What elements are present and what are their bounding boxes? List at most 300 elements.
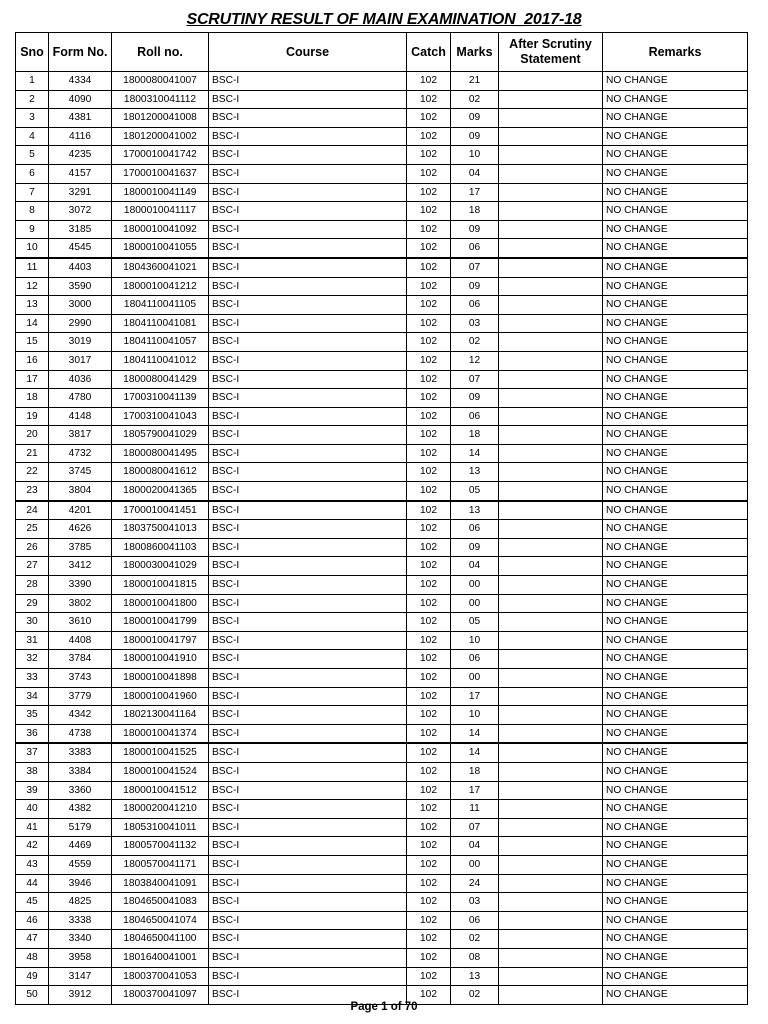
- table-row: [16, 855, 748, 874]
- cell-roll-no: 1700010041742: [112, 146, 209, 165]
- cell-after-scrutiny: [499, 687, 603, 706]
- cell-remarks: NO CHANGE: [603, 482, 748, 501]
- cell-after-scrutiny: [499, 239, 603, 258]
- cell-marks: 18: [451, 202, 499, 221]
- cell-marks: 02: [451, 986, 499, 1005]
- cell-remarks: NO CHANGE: [603, 296, 748, 315]
- cell-sno: 13: [16, 296, 49, 315]
- cell-after-scrutiny: [499, 426, 603, 445]
- cell-roll-no: 1800370041097: [112, 986, 209, 1005]
- cell-roll-no: 1804110041012: [112, 351, 209, 370]
- table-row: [16, 948, 748, 967]
- table-row: [16, 220, 748, 239]
- cell-marks: 02: [451, 333, 499, 352]
- cell-sno: 42: [16, 837, 49, 856]
- cell-after-scrutiny: [499, 220, 603, 239]
- cell-catch: 102: [407, 389, 451, 408]
- cell-sno: 24: [16, 501, 49, 520]
- cell-form-no: 3017: [49, 351, 112, 370]
- cell-form-no: 3785: [49, 538, 112, 557]
- header-after-scrutiny: [499, 33, 603, 72]
- cell-marks: 04: [451, 557, 499, 576]
- cell-marks: 09: [451, 109, 499, 128]
- cell-form-no: 4201: [49, 501, 112, 520]
- cell-sno: 10: [16, 239, 49, 258]
- cell-marks: 18: [451, 762, 499, 781]
- cell-catch: 102: [407, 370, 451, 389]
- table-row: [16, 594, 748, 613]
- cell-remarks: NO CHANGE: [603, 669, 748, 688]
- cell-after-scrutiny: [499, 855, 603, 874]
- table-row: [16, 576, 748, 595]
- cell-catch: 102: [407, 501, 451, 520]
- cell-sno: 32: [16, 650, 49, 669]
- cell-form-no: 3912: [49, 986, 112, 1005]
- cell-catch: 102: [407, 967, 451, 986]
- cell-after-scrutiny: [499, 724, 603, 743]
- table-row: [16, 90, 748, 109]
- cell-catch: 102: [407, 762, 451, 781]
- cell-sno: 2: [16, 90, 49, 109]
- cell-remarks: NO CHANGE: [603, 724, 748, 743]
- cell-remarks: NO CHANGE: [603, 351, 748, 370]
- cell-sno: 11: [16, 258, 49, 277]
- cell-course: BSC-I: [209, 706, 407, 725]
- cell-catch: 102: [407, 893, 451, 912]
- cell-sno: 48: [16, 948, 49, 967]
- cell-after-scrutiny: [499, 277, 603, 296]
- cell-course: BSC-I: [209, 482, 407, 501]
- cell-catch: 102: [407, 650, 451, 669]
- cell-form-no: 3340: [49, 930, 112, 949]
- cell-marks: 03: [451, 893, 499, 912]
- cell-after-scrutiny: [499, 501, 603, 520]
- cell-course: BSC-I: [209, 948, 407, 967]
- cell-remarks: NO CHANGE: [603, 818, 748, 837]
- table-body: [16, 72, 748, 1005]
- cell-remarks: NO CHANGE: [603, 277, 748, 296]
- cell-after-scrutiny: [499, 800, 603, 819]
- cell-course: BSC-I: [209, 351, 407, 370]
- cell-catch: 102: [407, 631, 451, 650]
- cell-catch: 102: [407, 948, 451, 967]
- cell-form-no: 4381: [49, 109, 112, 128]
- cell-form-no: 3817: [49, 426, 112, 445]
- cell-course: BSC-I: [209, 146, 407, 165]
- cell-marks: 00: [451, 594, 499, 613]
- cell-roll-no: 1800010041512: [112, 781, 209, 800]
- table-row: [16, 520, 748, 539]
- cell-catch: 102: [407, 706, 451, 725]
- cell-marks: 02: [451, 930, 499, 949]
- cell-roll-no: 1800010041898: [112, 669, 209, 688]
- table-row: [16, 146, 748, 165]
- cell-course: BSC-I: [209, 874, 407, 893]
- cell-catch: 102: [407, 911, 451, 930]
- cell-remarks: NO CHANGE: [603, 370, 748, 389]
- cell-sno: 31: [16, 631, 49, 650]
- cell-roll-no: 1805790041029: [112, 426, 209, 445]
- cell-roll-no: 1800080041007: [112, 72, 209, 91]
- cell-remarks: NO CHANGE: [603, 463, 748, 482]
- cell-after-scrutiny: [499, 463, 603, 482]
- cell-marks: 14: [451, 724, 499, 743]
- cell-sno: 16: [16, 351, 49, 370]
- cell-course: BSC-I: [209, 687, 407, 706]
- cell-remarks: NO CHANGE: [603, 986, 748, 1005]
- cell-form-no: 4403: [49, 258, 112, 277]
- cell-roll-no: 1800370041053: [112, 967, 209, 986]
- cell-after-scrutiny: [499, 874, 603, 893]
- cell-sno: 46: [16, 911, 49, 930]
- cell-form-no: 3745: [49, 463, 112, 482]
- cell-roll-no: 1802130041164: [112, 706, 209, 725]
- cell-course: BSC-I: [209, 239, 407, 258]
- cell-remarks: NO CHANGE: [603, 706, 748, 725]
- cell-marks: 14: [451, 444, 499, 463]
- cell-form-no: 3412: [49, 557, 112, 576]
- cell-course: BSC-I: [209, 743, 407, 762]
- cell-catch: 102: [407, 743, 451, 762]
- cell-after-scrutiny: [499, 183, 603, 202]
- cell-course: BSC-I: [209, 986, 407, 1005]
- cell-form-no: 4157: [49, 164, 112, 183]
- cell-catch: 102: [407, 351, 451, 370]
- cell-after-scrutiny: [499, 314, 603, 333]
- table-row: [16, 930, 748, 949]
- cell-catch: 102: [407, 557, 451, 576]
- cell-after-scrutiny: [499, 557, 603, 576]
- table-row: [16, 333, 748, 352]
- cell-roll-no: 1800010041815: [112, 576, 209, 595]
- cell-form-no: 4090: [49, 90, 112, 109]
- cell-marks: 00: [451, 855, 499, 874]
- cell-catch: 102: [407, 90, 451, 109]
- cell-roll-no: 1800020041210: [112, 800, 209, 819]
- cell-after-scrutiny: [499, 706, 603, 725]
- cell-roll-no: 1800080041495: [112, 444, 209, 463]
- cell-remarks: NO CHANGE: [603, 576, 748, 595]
- cell-course: BSC-I: [209, 258, 407, 277]
- cell-course: BSC-I: [209, 967, 407, 986]
- cell-form-no: 4559: [49, 855, 112, 874]
- cell-roll-no: 1800570041132: [112, 837, 209, 856]
- cell-course: BSC-I: [209, 911, 407, 930]
- cell-remarks: NO CHANGE: [603, 893, 748, 912]
- cell-sno: 6: [16, 164, 49, 183]
- header-form-no: Form No.: [49, 33, 112, 72]
- cell-roll-no: 1800010041092: [112, 220, 209, 239]
- cell-sno: 49: [16, 967, 49, 986]
- cell-sno: 14: [16, 314, 49, 333]
- cell-roll-no: 1800310041112: [112, 90, 209, 109]
- cell-remarks: NO CHANGE: [603, 594, 748, 613]
- cell-after-scrutiny: [499, 743, 603, 762]
- cell-catch: 102: [407, 146, 451, 165]
- cell-marks: 09: [451, 538, 499, 557]
- cell-marks: 06: [451, 407, 499, 426]
- cell-roll-no: 1804110041057: [112, 333, 209, 352]
- cell-course: BSC-I: [209, 762, 407, 781]
- cell-roll-no: 1700010041451: [112, 501, 209, 520]
- cell-roll-no: 1803750041013: [112, 520, 209, 539]
- cell-after-scrutiny: [499, 520, 603, 539]
- cell-after-scrutiny: [499, 296, 603, 315]
- header-course: Course: [209, 33, 407, 72]
- cell-after-scrutiny: [499, 576, 603, 595]
- cell-after-scrutiny: [499, 594, 603, 613]
- cell-sno: 34: [16, 687, 49, 706]
- cell-roll-no: 1800010041797: [112, 631, 209, 650]
- cell-marks: 09: [451, 220, 499, 239]
- table-row: [16, 538, 748, 557]
- cell-marks: 17: [451, 781, 499, 800]
- cell-form-no: 4342: [49, 706, 112, 725]
- cell-catch: 102: [407, 613, 451, 632]
- cell-after-scrutiny: [499, 333, 603, 352]
- cell-marks: 05: [451, 482, 499, 501]
- cell-marks: 06: [451, 520, 499, 539]
- scrutiny-results-table: [15, 32, 748, 1005]
- table-row: [16, 109, 748, 128]
- cell-sno: 40: [16, 800, 49, 819]
- cell-sno: 28: [16, 576, 49, 595]
- cell-remarks: NO CHANGE: [603, 911, 748, 930]
- cell-marks: 18: [451, 426, 499, 445]
- cell-remarks: NO CHANGE: [603, 109, 748, 128]
- cell-catch: 102: [407, 407, 451, 426]
- cell-form-no: 4382: [49, 800, 112, 819]
- cell-catch: 102: [407, 800, 451, 819]
- cell-after-scrutiny: [499, 407, 603, 426]
- table-row: [16, 351, 748, 370]
- table-row: [16, 613, 748, 632]
- cell-course: BSC-I: [209, 90, 407, 109]
- cell-course: BSC-I: [209, 333, 407, 352]
- cell-catch: 102: [407, 482, 451, 501]
- cell-remarks: NO CHANGE: [603, 127, 748, 146]
- cell-remarks: NO CHANGE: [603, 967, 748, 986]
- cell-marks: 17: [451, 183, 499, 202]
- cell-sno: 43: [16, 855, 49, 874]
- table-row: [16, 687, 748, 706]
- cell-form-no: 4235: [49, 146, 112, 165]
- cell-roll-no: 1800860041103: [112, 538, 209, 557]
- cell-remarks: NO CHANGE: [603, 781, 748, 800]
- cell-sno: 9: [16, 220, 49, 239]
- cell-course: BSC-I: [209, 930, 407, 949]
- cell-roll-no: 1800570041171: [112, 855, 209, 874]
- cell-sno: 37: [16, 743, 49, 762]
- cell-sno: 21: [16, 444, 49, 463]
- cell-after-scrutiny: [499, 631, 603, 650]
- cell-roll-no: 1800010041524: [112, 762, 209, 781]
- cell-marks: 11: [451, 800, 499, 819]
- cell-remarks: NO CHANGE: [603, 762, 748, 781]
- cell-marks: 00: [451, 576, 499, 595]
- cell-catch: 102: [407, 277, 451, 296]
- cell-roll-no: 1800010041374: [112, 724, 209, 743]
- cell-remarks: NO CHANGE: [603, 202, 748, 221]
- cell-roll-no: 1800010041212: [112, 277, 209, 296]
- cell-after-scrutiny: [499, 90, 603, 109]
- cell-catch: 102: [407, 837, 451, 856]
- cell-course: BSC-I: [209, 520, 407, 539]
- cell-after-scrutiny: [499, 127, 603, 146]
- table-row: [16, 874, 748, 893]
- cell-remarks: NO CHANGE: [603, 800, 748, 819]
- cell-roll-no: 1800030041029: [112, 557, 209, 576]
- cell-roll-no: 1800080041429: [112, 370, 209, 389]
- cell-form-no: 4116: [49, 127, 112, 146]
- cell-remarks: NO CHANGE: [603, 837, 748, 856]
- cell-form-no: 3946: [49, 874, 112, 893]
- cell-form-no: 3802: [49, 594, 112, 613]
- cell-course: BSC-I: [209, 650, 407, 669]
- cell-after-scrutiny: [499, 72, 603, 91]
- cell-marks: 00: [451, 669, 499, 688]
- cell-sno: 47: [16, 930, 49, 949]
- cell-course: BSC-I: [209, 444, 407, 463]
- cell-sno: 12: [16, 277, 49, 296]
- cell-marks: 21: [451, 72, 499, 91]
- cell-roll-no: 1800010041117: [112, 202, 209, 221]
- cell-after-scrutiny: [499, 370, 603, 389]
- table-row: [16, 296, 748, 315]
- cell-sno: 20: [16, 426, 49, 445]
- cell-sno: 50: [16, 986, 49, 1005]
- cell-sno: 3: [16, 109, 49, 128]
- cell-roll-no: 1700310041043: [112, 407, 209, 426]
- cell-form-no: 3338: [49, 911, 112, 930]
- cell-sno: 7: [16, 183, 49, 202]
- cell-roll-no: 1800010041800: [112, 594, 209, 613]
- cell-catch: 102: [407, 986, 451, 1005]
- cell-form-no: 3784: [49, 650, 112, 669]
- table-row: [16, 818, 748, 837]
- cell-course: BSC-I: [209, 538, 407, 557]
- cell-sno: 4: [16, 127, 49, 146]
- cell-course: BSC-I: [209, 669, 407, 688]
- cell-form-no: 3019: [49, 333, 112, 352]
- cell-marks: 06: [451, 911, 499, 930]
- cell-course: BSC-I: [209, 557, 407, 576]
- cell-marks: 05: [451, 613, 499, 632]
- cell-form-no: 4408: [49, 631, 112, 650]
- cell-catch: 102: [407, 296, 451, 315]
- table-row: [16, 669, 748, 688]
- cell-sno: 41: [16, 818, 49, 837]
- cell-sno: 30: [16, 613, 49, 632]
- cell-course: BSC-I: [209, 837, 407, 856]
- cell-form-no: 3610: [49, 613, 112, 632]
- cell-after-scrutiny: [499, 258, 603, 277]
- cell-remarks: NO CHANGE: [603, 855, 748, 874]
- cell-form-no: 3291: [49, 183, 112, 202]
- cell-course: BSC-I: [209, 127, 407, 146]
- cell-course: BSC-I: [209, 724, 407, 743]
- cell-roll-no: 1803840041091: [112, 874, 209, 893]
- cell-catch: 102: [407, 724, 451, 743]
- table-row: [16, 239, 748, 258]
- cell-form-no: 4334: [49, 72, 112, 91]
- table-row: [16, 650, 748, 669]
- cell-after-scrutiny: [499, 389, 603, 408]
- header-after-scrutiny-line2: Statement: [520, 52, 581, 66]
- cell-roll-no: 1700310041139: [112, 389, 209, 408]
- cell-course: BSC-I: [209, 109, 407, 128]
- cell-form-no: 3072: [49, 202, 112, 221]
- cell-marks: 06: [451, 296, 499, 315]
- cell-after-scrutiny: [499, 837, 603, 856]
- cell-course: BSC-I: [209, 164, 407, 183]
- header-roll-no: Roll no.: [112, 33, 209, 72]
- cell-catch: 102: [407, 426, 451, 445]
- cell-catch: 102: [407, 72, 451, 91]
- table-row: [16, 202, 748, 221]
- table-row: [16, 837, 748, 856]
- cell-form-no: 3804: [49, 482, 112, 501]
- cell-marks: 14: [451, 743, 499, 762]
- cell-sno: 26: [16, 538, 49, 557]
- cell-remarks: NO CHANGE: [603, 444, 748, 463]
- cell-after-scrutiny: [499, 444, 603, 463]
- table-row: [16, 127, 748, 146]
- cell-after-scrutiny: [499, 613, 603, 632]
- cell-form-no: 5179: [49, 818, 112, 837]
- cell-form-no: 2990: [49, 314, 112, 333]
- header-sno: Sno: [16, 33, 49, 72]
- cell-remarks: NO CHANGE: [603, 72, 748, 91]
- cell-roll-no: 1804360041021: [112, 258, 209, 277]
- cell-marks: 07: [451, 370, 499, 389]
- cell-remarks: NO CHANGE: [603, 650, 748, 669]
- cell-remarks: NO CHANGE: [603, 631, 748, 650]
- table-row: [16, 389, 748, 408]
- table-row: [16, 277, 748, 296]
- cell-marks: 10: [451, 706, 499, 725]
- cell-marks: 04: [451, 837, 499, 856]
- cell-remarks: NO CHANGE: [603, 520, 748, 539]
- cell-after-scrutiny: [499, 482, 603, 501]
- cell-course: BSC-I: [209, 314, 407, 333]
- cell-sno: 33: [16, 669, 49, 688]
- cell-roll-no: 1804110041105: [112, 296, 209, 315]
- table-row: [16, 314, 748, 333]
- cell-marks: 06: [451, 239, 499, 258]
- cell-catch: 102: [407, 202, 451, 221]
- table-row: [16, 967, 748, 986]
- cell-course: BSC-I: [209, 296, 407, 315]
- cell-catch: 102: [407, 538, 451, 557]
- cell-after-scrutiny: [499, 669, 603, 688]
- cell-course: BSC-I: [209, 183, 407, 202]
- cell-roll-no: 1800020041365: [112, 482, 209, 501]
- cell-marks: 07: [451, 258, 499, 277]
- cell-remarks: NO CHANGE: [603, 314, 748, 333]
- cell-sno: 27: [16, 557, 49, 576]
- table-row: [16, 706, 748, 725]
- table-row: [16, 800, 748, 819]
- cell-form-no: 3147: [49, 967, 112, 986]
- cell-sno: 15: [16, 333, 49, 352]
- table-row: [16, 762, 748, 781]
- cell-remarks: NO CHANGE: [603, 220, 748, 239]
- cell-form-no: 4780: [49, 389, 112, 408]
- cell-roll-no: 1800010041960: [112, 687, 209, 706]
- cell-marks: 09: [451, 127, 499, 146]
- cell-catch: 102: [407, 463, 451, 482]
